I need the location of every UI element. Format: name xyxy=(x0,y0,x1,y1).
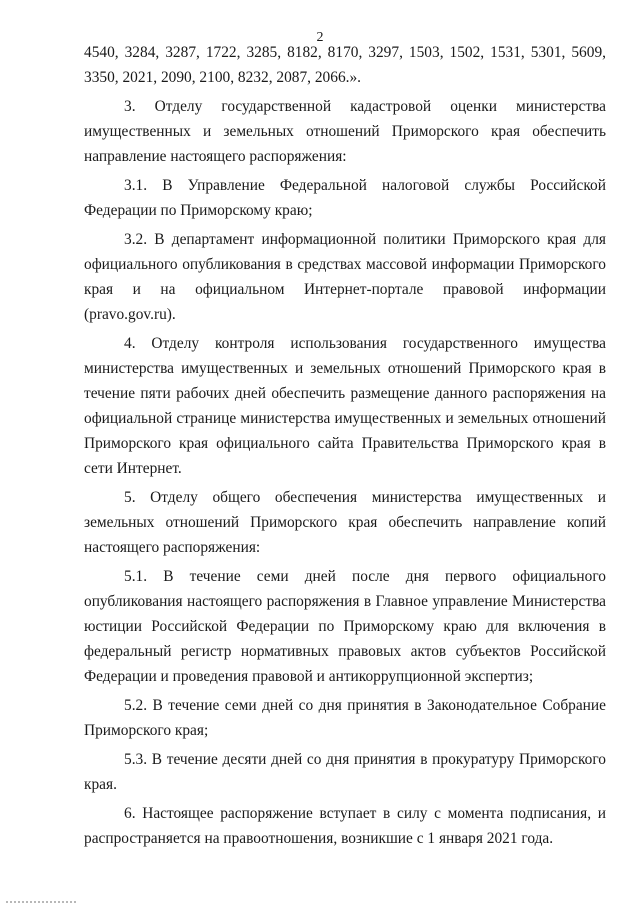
paragraph-6: 6. Настоящее распоряжение вступает в силу с момента подписания, и распространяется на правоотношения, возникшие с 1 января 2021 года. xyxy=(84,805,606,847)
page-number: 2 xyxy=(316,30,324,45)
scan-edge-mark xyxy=(6,901,76,903)
paragraph-5-3: 5.3. В течение десяти дней со дня принятия в прокуратуру Приморского края. xyxy=(84,751,606,793)
paragraph-5-2: 5.2. В течение семи дней со дня принятия в Законодательное Собрание Приморского края; xyxy=(84,697,606,739)
paragraph-continuation: 4540, 3284, 3287, 1722, 3285, 8182, 8170, 3297, 1503, 1502, 1531, 5301, 5609, 3350, 2021, 2090, 2100, 8232, 2087, 2066.». xyxy=(84,44,606,86)
paragraph-5-1: 5.1. В течение семи дней после дня первого официального опубликования настоящего распоряжения в Главное управление Министерства юстиции Российской Федерации по Приморскому краю для включения в федеральный регистр нормативных правовых актов субъектов Российской Федерации и проведения правовой и антикоррупционной экспертиз; xyxy=(84,568,606,685)
document-body xyxy=(84,40,606,855)
paragraph-4: 4. Отделу контроля использования государственного имущества министерства имущественных и земельных отношений Приморского края в течение пяти рабочих дней обеспечить размещение данного распоряжения на официальной странице министерства имущественных и земельных отношений Приморского края официального сайта Правительства Приморского края в сети Интернет. xyxy=(84,335,606,477)
paragraph-5: 5. Отделу общего обеспечения министерства имущественных и земельных отношений Приморского края обеспечить направление копий настоящего распоряжения: xyxy=(84,489,606,556)
paragraph-3-2: 3.2. В департамент информационной политики Приморского края для официального опубликования в средствах массовой информации Приморского края и на официальном Интернет-портале правовой информации (pravo.gov.ru). xyxy=(84,231,606,323)
paragraph-3-1: 3.1. В Управление Федеральной налоговой службы Российской Федерации по Приморскому краю; xyxy=(84,177,606,219)
paragraph-3: 3. Отделу государственной кадастровой оценки министерства имущественных и земельных отношений Приморского края обеспечить направление настоящего распоряжения: xyxy=(84,98,606,165)
